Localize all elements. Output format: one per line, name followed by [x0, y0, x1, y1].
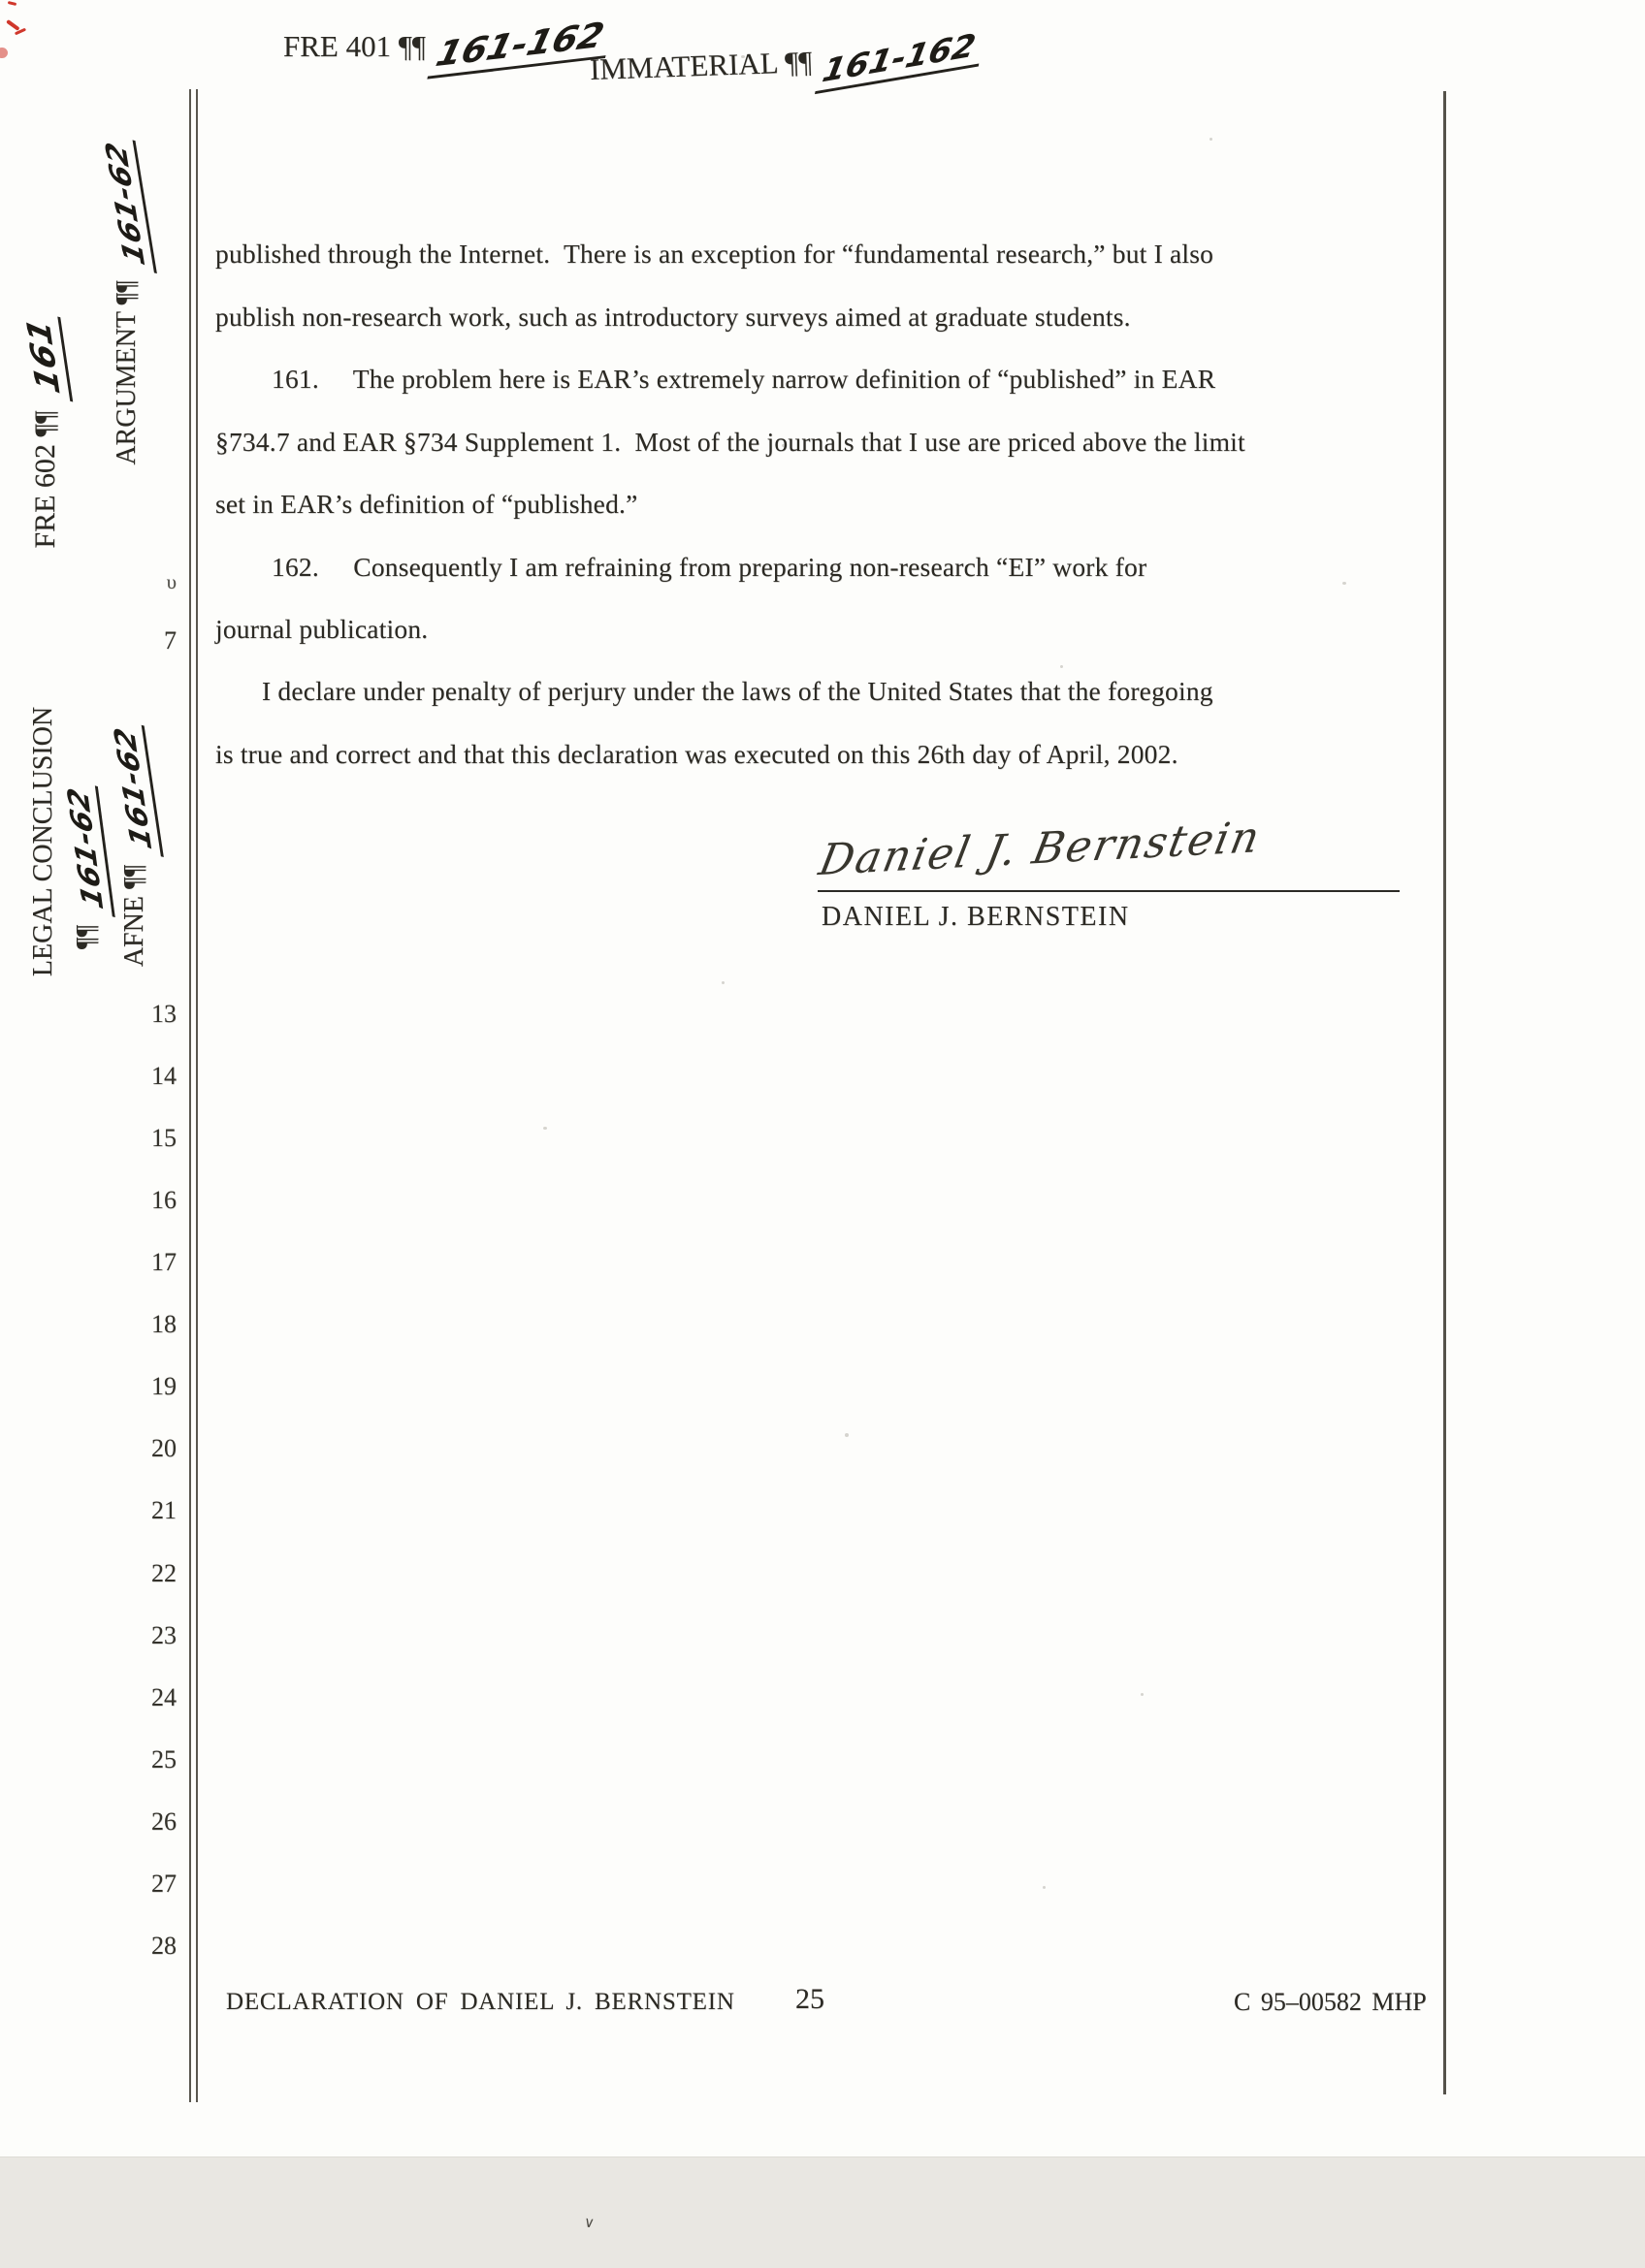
stamp-argument [99, 139, 163, 465]
pleading-double-rule [189, 89, 198, 2102]
line-number: 13 [151, 1000, 177, 1028]
line-number: 20 [151, 1434, 177, 1462]
handwritten-signature: Daniel J. Bernstein [815, 812, 1266, 886]
signatory-typed-name: DANIEL J. BERNSTEIN [822, 902, 1130, 932]
body-line: §734.7 and EAR §734 Supplement 1. Most of the journals that I use are priced above the limit [215, 427, 1245, 457]
line-number-partial: υ [166, 570, 177, 593]
stamp-immaterial-value: 161-162 [815, 25, 986, 95]
body-line: published through the Internet. There is an exception for “fundamental research,” but I also [215, 239, 1214, 269]
scan-speck [782, 444, 785, 447]
line-number: 21 [151, 1496, 177, 1524]
red-pen-mark [8, 1, 16, 6]
line-number: 22 [151, 1559, 177, 1587]
scan-speck [845, 1433, 849, 1437]
stamp-fre602-label: FRE 602 ¶¶ [29, 410, 61, 549]
stamp-legal-conclusion-paragraphs [61, 746, 113, 988]
scanner-bed-band [0, 2156, 1645, 2268]
line-number: 15 [151, 1124, 177, 1152]
line-number: 24 [151, 1683, 177, 1711]
line-number: 23 [151, 1621, 177, 1649]
body-line: is true and correct and that this declaration was executed on this 26th day of April, 2002. [215, 739, 1178, 769]
pleading-right-rule [1443, 91, 1446, 2094]
scan-speck [1210, 138, 1212, 141]
line-number: 18 [151, 1310, 177, 1338]
scan-speck [1043, 1886, 1046, 1889]
stamp-fre401-value: 161-162 [427, 15, 616, 79]
line-number: 27 [151, 1869, 177, 1898]
scan-speck [1342, 582, 1346, 585]
stamp-legal-conclusion [28, 696, 69, 987]
red-pen-mark [6, 19, 19, 31]
body-line: publish non-research work, such as introductory surveys aimed at graduate students. [215, 302, 1131, 332]
pilcrow-marks: ¶¶ [72, 924, 102, 950]
scan-speck [543, 1127, 547, 1130]
scan-speck [1060, 665, 1063, 668]
stamp-fre602 [19, 238, 86, 625]
line-number: 19 [151, 1372, 177, 1400]
footer-case-number: C 95–00582 MHP [1234, 1988, 1427, 2016]
stamp-afne-value: 161-62 [107, 717, 164, 857]
body-line-paragraph-162: 162. Consequently I am refraining from preparing non-research “EI” work for [272, 552, 1147, 582]
scan-speck [741, 55, 745, 58]
line-number: 7 [164, 626, 177, 655]
stamp-legal-conclusion-label: LEGAL CONCLUSION [28, 706, 58, 977]
footer-page-number: 25 [795, 1983, 824, 2015]
line-number: 28 [151, 1932, 177, 1960]
body-line-paragraph-161: 161. The problem here is EAR’s extremely narrow definition of “published” in EAR [272, 364, 1216, 394]
footer-document-title: DECLARATION OF DANIEL J. BERNSTEIN [226, 1989, 735, 2015]
stamp-afne [108, 705, 167, 986]
stamp-fre401-label: FRE 401 ¶¶ [283, 29, 426, 63]
line-number: 25 [151, 1745, 177, 1773]
stamp-argument-value: 161-62 [98, 131, 157, 273]
scan-speck [722, 981, 725, 984]
line-number: 14 [151, 1062, 177, 1090]
stamp-legal-conclusion-value: 161-62 [60, 777, 115, 917]
line-number: 17 [151, 1248, 177, 1276]
body-line-declaration: I declare under penalty of perjury under the laws of the United States that the foregoing [262, 676, 1213, 706]
scan-speck [1141, 1693, 1144, 1696]
stamp-afne-label: AFNE ¶¶ [119, 864, 149, 968]
line-number: 26 [151, 1807, 177, 1836]
signature-line [818, 890, 1400, 892]
red-pen-mark [0, 48, 8, 58]
stamp-fre602-value: 161 [18, 307, 73, 402]
scan-artifact-mark: ∨ [582, 2213, 597, 2232]
stamp-argument-label: ARGUMENT ¶¶ [112, 280, 142, 465]
body-line: journal publication. [215, 614, 429, 644]
body-line: set in EAR’s definition of “published.” [215, 489, 638, 519]
line-number: 16 [151, 1186, 177, 1214]
stamp-immaterial-label: IMMATERIAL ¶¶ [589, 45, 813, 87]
